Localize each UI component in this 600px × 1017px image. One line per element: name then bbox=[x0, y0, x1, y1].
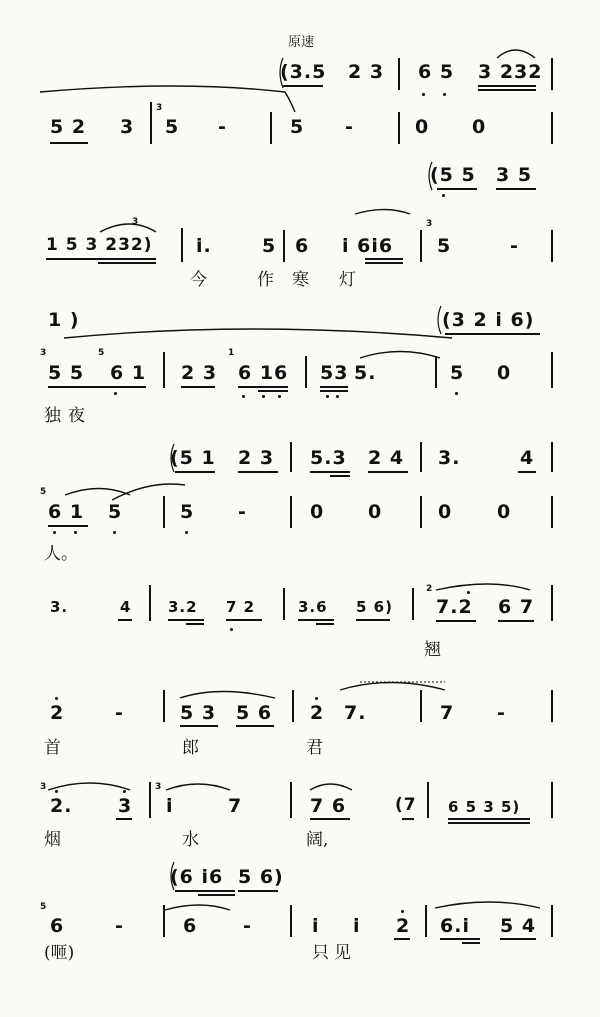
note-group: 5 4 bbox=[500, 915, 537, 937]
tie-arc bbox=[285, 92, 295, 112]
bracket-open bbox=[171, 444, 174, 472]
note: 4 bbox=[120, 598, 132, 616]
note-group: 6 7 bbox=[498, 596, 535, 618]
note-group: 5 6 bbox=[236, 702, 273, 724]
note-group: (6 i6 bbox=[170, 866, 224, 888]
note-group: 6 1 bbox=[110, 362, 147, 384]
grace-note: 5 bbox=[40, 902, 47, 912]
note: 3 bbox=[120, 116, 135, 138]
note-group: 5 6) bbox=[356, 598, 393, 616]
note-group: (3 2 i 6) bbox=[442, 309, 535, 331]
note-group: 2 3 bbox=[238, 447, 275, 469]
note-group: 53 bbox=[320, 362, 349, 384]
slur-arc bbox=[435, 902, 540, 908]
note-group: 5.3 bbox=[310, 447, 347, 469]
note-group: 6 1 bbox=[48, 501, 85, 523]
rest: 0 bbox=[415, 116, 430, 138]
note: 5 bbox=[165, 116, 180, 138]
note: i bbox=[312, 915, 320, 937]
bracket-open bbox=[171, 862, 174, 890]
lyric: 寒 bbox=[292, 270, 309, 290]
note: 2 bbox=[310, 702, 325, 724]
grace-note: 5 bbox=[40, 487, 47, 497]
rest: 0 bbox=[497, 501, 512, 523]
tie-arc bbox=[40, 86, 285, 92]
note: 3. bbox=[50, 598, 69, 616]
lyric: 君 bbox=[306, 738, 323, 758]
slur-arc bbox=[355, 210, 410, 215]
note-group: 3.6 bbox=[298, 598, 328, 616]
note: 7 bbox=[228, 795, 243, 817]
slur-arc bbox=[48, 783, 130, 790]
note: 2. bbox=[50, 795, 73, 817]
bracket-open bbox=[280, 58, 283, 88]
note-group: 2 3 bbox=[348, 61, 385, 83]
note: i bbox=[166, 795, 174, 817]
note: 5 bbox=[450, 362, 465, 384]
note: 5. bbox=[354, 362, 377, 384]
dash: - bbox=[218, 116, 227, 138]
note: 2 bbox=[50, 702, 65, 724]
lyric: 郎 bbox=[182, 738, 199, 758]
note: 3 bbox=[118, 795, 133, 817]
rest: 0 bbox=[310, 501, 325, 523]
tuplet-mark: 3 bbox=[132, 217, 139, 227]
note-group: 5 3 bbox=[180, 702, 217, 724]
slur-arc bbox=[436, 584, 530, 590]
note: 6 bbox=[295, 235, 310, 257]
note-group: 5 6) bbox=[238, 866, 284, 888]
slur-arc bbox=[64, 329, 452, 338]
note: 7 bbox=[440, 702, 455, 724]
note-group: (5 5 bbox=[430, 164, 476, 186]
lyric: 人。 bbox=[44, 544, 78, 564]
note-group: 1 5 3 232) bbox=[46, 235, 153, 255]
lyric: 烟 bbox=[44, 830, 61, 850]
note-group: 6 5 3 5) bbox=[448, 798, 521, 816]
note-group: 6 16 bbox=[238, 362, 289, 384]
note: 6 bbox=[50, 915, 65, 937]
lyric: 见 bbox=[334, 943, 351, 963]
note: 3. bbox=[438, 447, 461, 469]
grace-note: 3 bbox=[40, 782, 47, 792]
note: i. bbox=[196, 235, 212, 257]
note-group: 6 5 bbox=[418, 61, 455, 83]
slur-arc bbox=[340, 683, 445, 691]
note: 7. bbox=[344, 702, 367, 724]
dash: - bbox=[243, 915, 252, 937]
note: 5 bbox=[437, 235, 452, 257]
note-group: 7 6 bbox=[310, 795, 347, 817]
note: 6 bbox=[183, 915, 198, 937]
note-group: (3.5 bbox=[280, 61, 327, 83]
lyric: 水 bbox=[182, 830, 199, 850]
bracket-open bbox=[438, 306, 441, 334]
dash: - bbox=[115, 702, 124, 724]
slur-arc bbox=[360, 352, 440, 359]
rest: 0 bbox=[472, 116, 487, 138]
note-group: 5 5 bbox=[48, 362, 85, 384]
lyric: 首 bbox=[44, 738, 61, 758]
note: 5 bbox=[180, 501, 195, 523]
lyric: 翘 bbox=[424, 640, 441, 660]
dash: - bbox=[510, 235, 519, 257]
grace-note: 2 bbox=[426, 584, 433, 594]
grace-note: 3 bbox=[40, 348, 47, 358]
note-group: 2 4 bbox=[368, 447, 405, 469]
note-group: 7.2 bbox=[436, 596, 473, 618]
lyric: 今 bbox=[190, 270, 207, 290]
dash: - bbox=[345, 116, 354, 138]
note-group: 7 2 bbox=[226, 598, 256, 616]
note: i bbox=[353, 915, 361, 937]
rest: 0 bbox=[368, 501, 383, 523]
note: 5 bbox=[290, 116, 305, 138]
note-group: 1 ) bbox=[48, 309, 80, 331]
note: 5 bbox=[108, 501, 123, 523]
note-group: (5 1 bbox=[170, 447, 216, 469]
grace-note: 1 bbox=[228, 348, 235, 358]
slur-arc bbox=[166, 784, 230, 790]
slur-arc bbox=[165, 905, 230, 910]
lyric: 只 bbox=[312, 943, 329, 963]
slur-arc bbox=[65, 489, 130, 496]
grace-note: 3 bbox=[155, 782, 162, 792]
dash: - bbox=[238, 501, 247, 523]
dash: - bbox=[497, 702, 506, 724]
note-group: 3 5 bbox=[496, 164, 533, 186]
note: 5 bbox=[262, 235, 277, 257]
note-group: i 6i6 bbox=[342, 235, 394, 257]
dash: - bbox=[115, 915, 124, 937]
slur-arc bbox=[310, 784, 352, 790]
rest: 0 bbox=[497, 362, 512, 384]
note-group: 6.i bbox=[440, 915, 470, 937]
grace-note: 3 bbox=[156, 103, 163, 113]
rest: 0 bbox=[438, 501, 453, 523]
note-group: 2 3 bbox=[181, 362, 218, 384]
tuplet-arc bbox=[497, 50, 535, 58]
lyric: 灯 bbox=[339, 270, 356, 290]
lyric: 夜 bbox=[68, 406, 85, 426]
lyric: 作 bbox=[257, 270, 274, 290]
tuplet-arc bbox=[100, 224, 156, 232]
note-group: 5 2 bbox=[50, 116, 87, 138]
lyric: 阔, bbox=[306, 830, 329, 850]
note: 4 bbox=[520, 447, 535, 469]
note: 2 bbox=[396, 915, 411, 937]
note-group: 3 232 bbox=[478, 61, 543, 83]
lyric: 独 bbox=[44, 406, 61, 426]
tempo-mark: 原速 bbox=[288, 35, 315, 50]
note-group: 3.2 bbox=[168, 598, 198, 616]
bracket-open bbox=[429, 162, 432, 190]
slur-arc bbox=[180, 692, 275, 699]
grace-note: 3 bbox=[426, 219, 433, 229]
grace-note: 5 bbox=[98, 348, 105, 358]
note: (7 bbox=[395, 795, 417, 815]
lyric: (咂) bbox=[44, 943, 75, 963]
